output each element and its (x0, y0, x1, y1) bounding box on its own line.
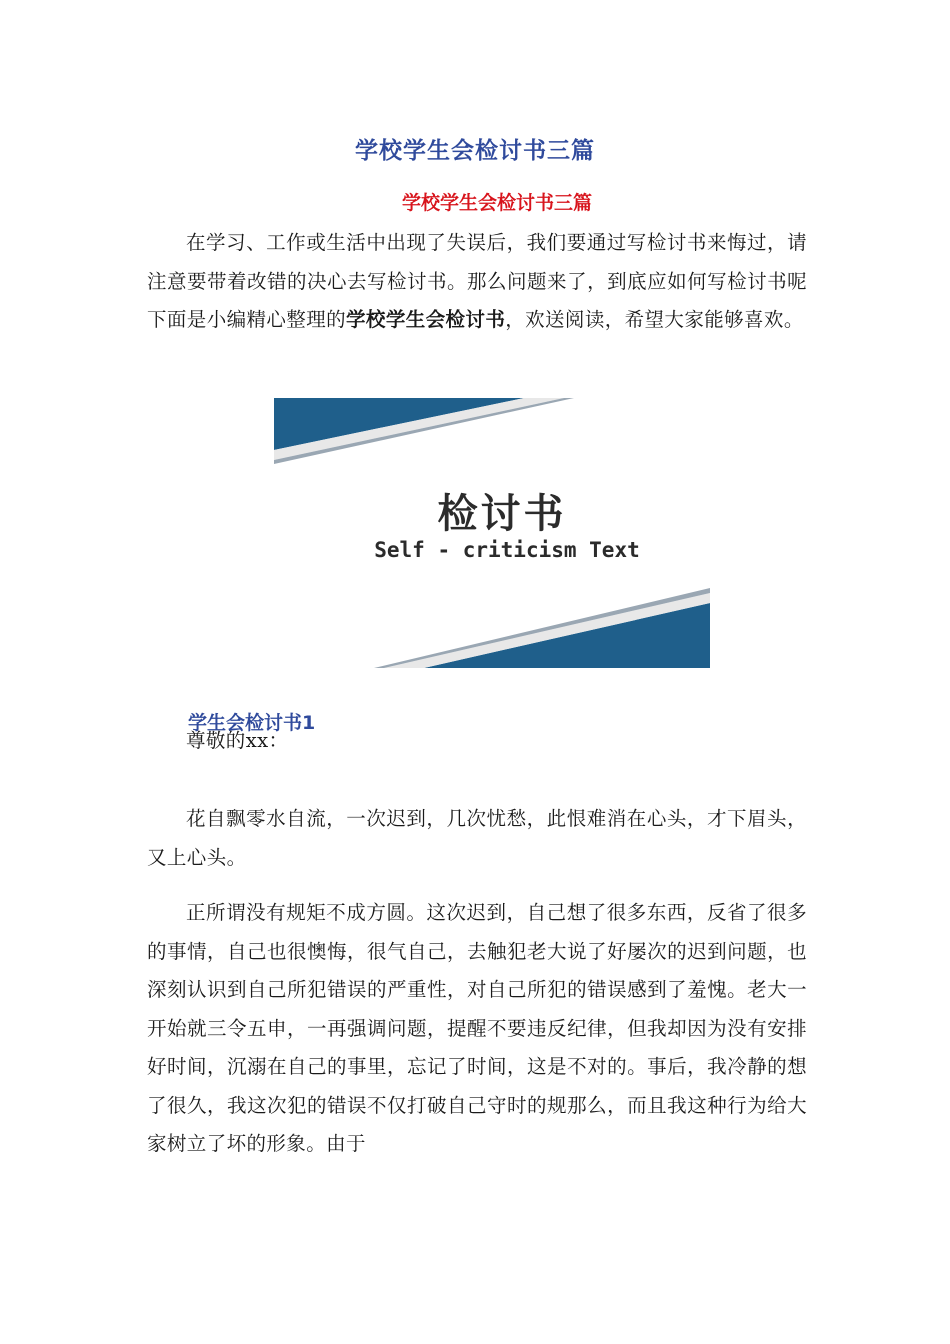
intro-bold-phrase: 学校学生会检讨书 (346, 308, 506, 331)
banner-subtitle: Self - criticism Text (374, 538, 640, 562)
banner-title: 检讨书 (437, 491, 567, 537)
section-heading: 学生会检讨书1 (188, 712, 316, 734)
body-paragraph: 正所谓没有规矩不成方圆。这次迟到，自己想了很多东西，反省了很多的事情，自己也很懊悔，很气自己，去触犯老大说了好屡次的迟到问题，也深刻认识到自己所犯错误的严重性，对自己所犯的错误感到了羞愧。老大一开始就三令五申，一再强调问题，提醒不要违反纪律，但我却因为没有安排好时间，沉溺在自己的事里，忘记了时间，这是不对的。事后，我冷静的想了很久，我这次犯的错误不仅打破自己守时的规那么，而且我这种行为给大家树立了坏的形象。由于 (147, 901, 807, 1155)
body-paragraph: 花自飘零水自流，一次迟到，几次忧愁，此恨难消在心头，才下眉头，又上心头。 (147, 807, 807, 869)
document-title: 学校学生会检讨书三篇 (355, 138, 595, 164)
document-subtitle: 学校学生会检讨书三篇 (401, 192, 592, 214)
intro-text-end: ，欢送阅读，希望大家能够喜欢。 (505, 308, 804, 331)
greeting-line: 尊敬的xx： (186, 729, 289, 752)
intro-text-start: 在学习、工作或生活中出现了失误后，我们要通过写检讨书来悔过，请注意要带着改错的决心去写检讨书。那么问题来了，到底应如何写检讨书呢下面是小编精心整理的 (147, 231, 807, 331)
intro-paragraph (147, 224, 807, 340)
